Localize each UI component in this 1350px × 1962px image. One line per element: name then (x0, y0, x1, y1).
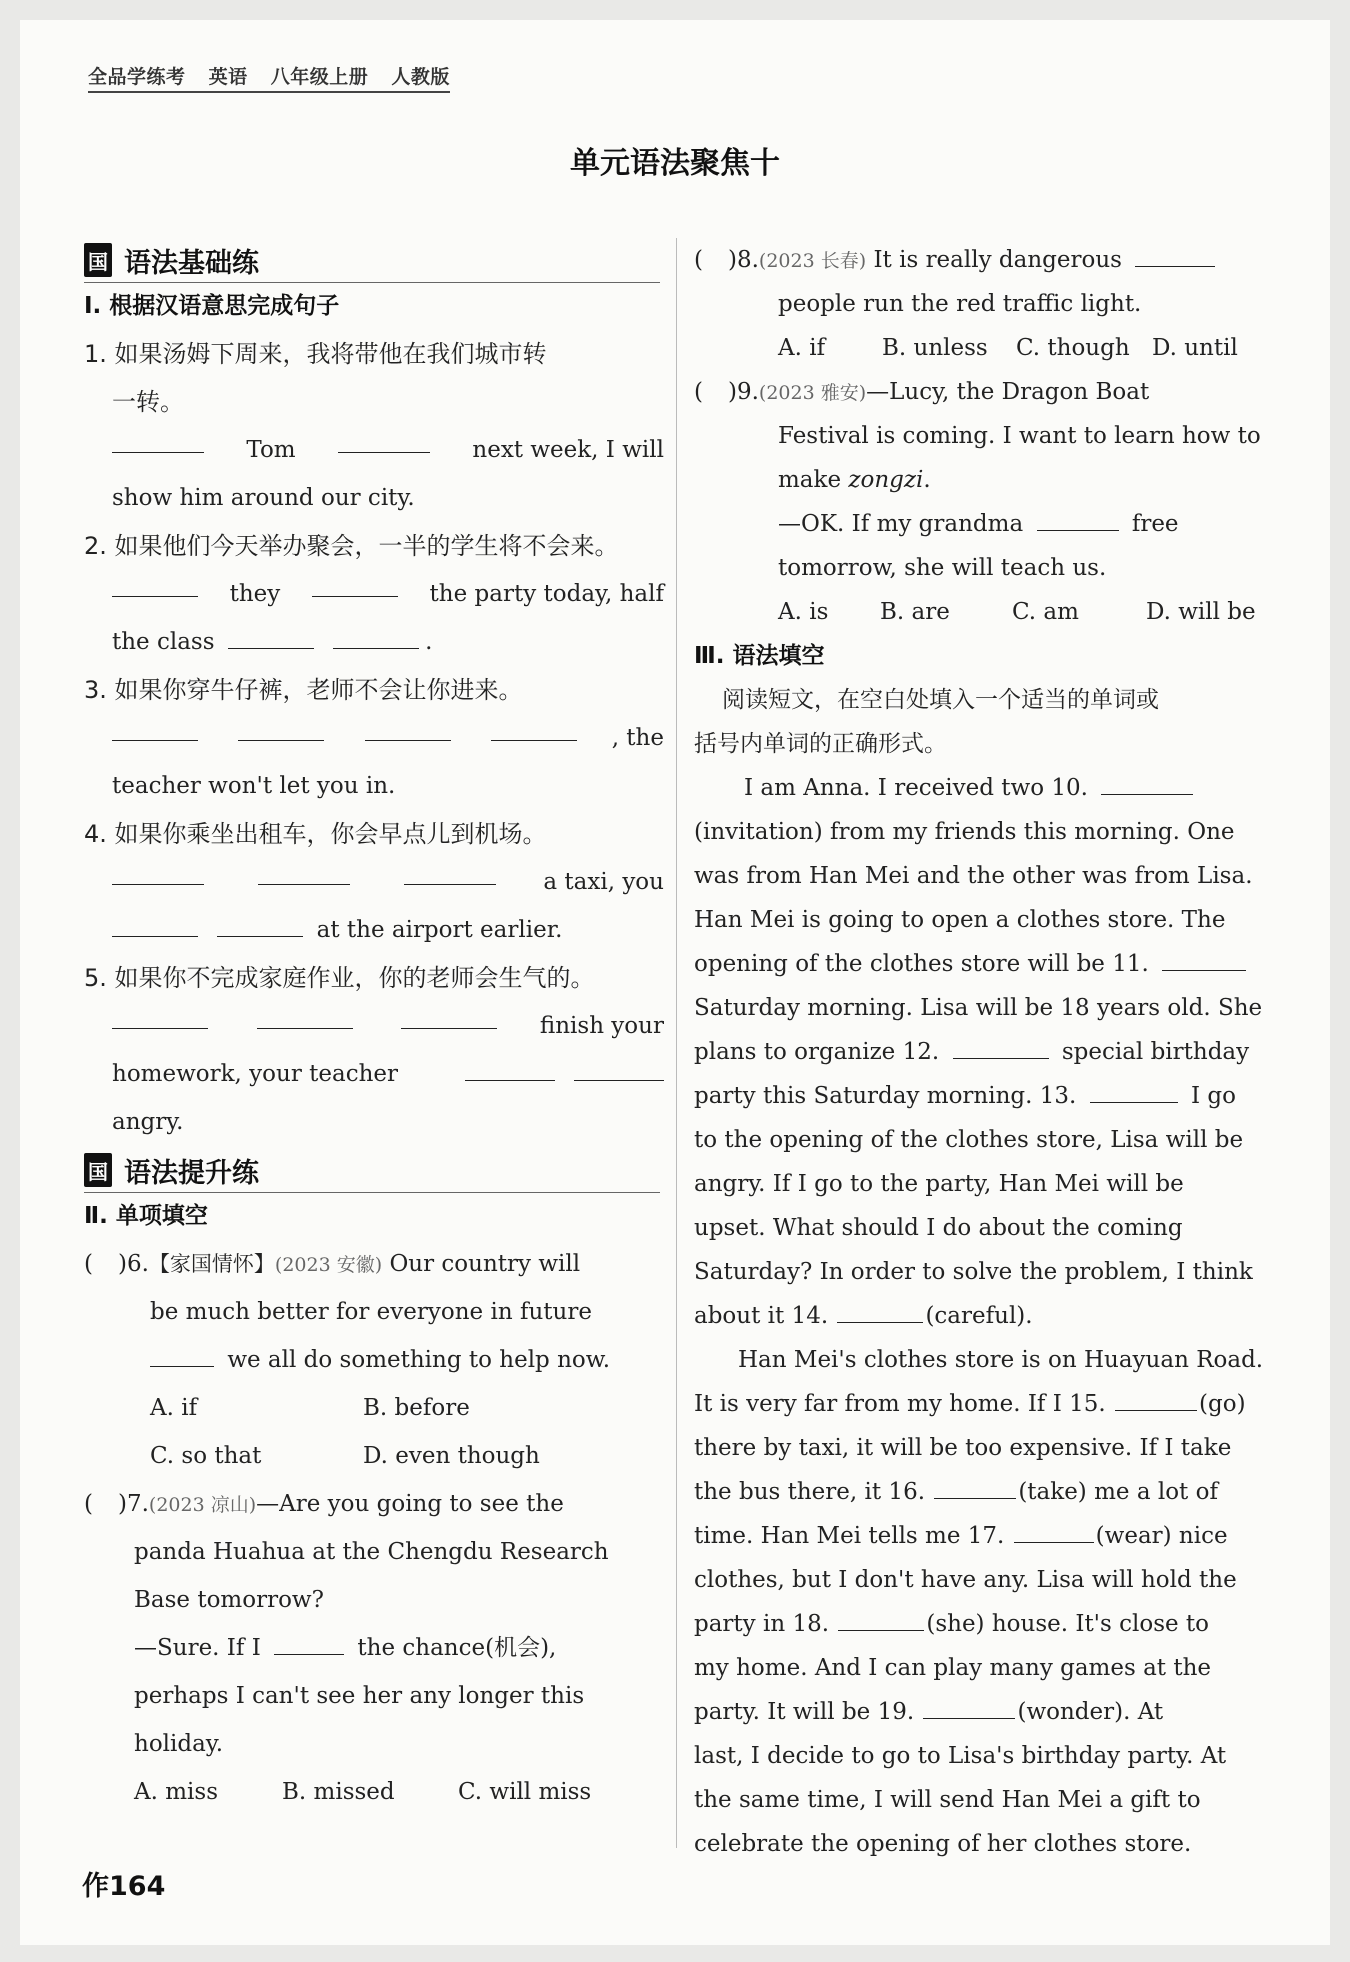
q5-text-b: homework, your teacher (112, 1061, 398, 1087)
q1-chinese-cont: 一转。 (112, 388, 184, 416)
q7-options (84, 1768, 664, 1816)
passage-text: special birthday (1061, 1039, 1250, 1065)
answer-blank[interactable] (112, 910, 198, 937)
q8-options (694, 326, 1274, 370)
left-column (84, 238, 664, 1816)
q8-source: (2023 长春) (758, 250, 867, 272)
answer-blank[interactable] (258, 858, 350, 885)
header-subject: 英语 (208, 66, 248, 88)
q8-option-a[interactable]: A. if (778, 335, 826, 361)
q6-source: (2023 安徽) (274, 1254, 383, 1276)
page-number: 作164 (82, 1871, 166, 1902)
answer-blank-10[interactable] (1101, 768, 1193, 795)
q6-options-2 (84, 1432, 664, 1480)
passage-text: party. It will be 19. (694, 1699, 915, 1725)
answer-blank[interactable] (333, 622, 419, 649)
q9-option-a[interactable]: A. is (778, 599, 829, 625)
q3-text-a: , the (611, 725, 664, 751)
answer-blank[interactable] (257, 1002, 353, 1029)
q5-text-a: finish your (539, 1013, 664, 1039)
answer-blank[interactable] (112, 426, 204, 453)
answer-blank[interactable] (150, 1340, 214, 1367)
answer-blank[interactable] (238, 714, 324, 741)
q9-line5: tomorrow, she will teach us. (778, 555, 1107, 581)
passage-text: party this Saturday morning. 13. (694, 1083, 1077, 1109)
column-divider (676, 238, 677, 1848)
answer-blank-12[interactable] (953, 1032, 1049, 1059)
answer-blank[interactable] (112, 858, 204, 885)
q8-option-c[interactable]: C. though (1016, 335, 1130, 361)
passage-line-5 (694, 942, 1274, 986)
passage-line-16: there by taxi, it will be too expensive. If I take (694, 1435, 1232, 1461)
q4-line2 (84, 906, 664, 954)
answer-blank-16[interactable] (934, 1472, 1016, 1499)
answer-blank[interactable] (365, 714, 451, 741)
answer-blank-11[interactable] (1162, 944, 1246, 971)
q7-line4 (84, 1624, 664, 1672)
q1-chinese: 1. 如果汤姆下周来，我将带他在我们城市转 (84, 340, 547, 368)
part1-title: Ⅰ. 根据汉语意思完成句子 (84, 293, 340, 319)
answer-blank-17[interactable] (1014, 1516, 1094, 1543)
passage-line-4: Han Mei is going to open a clothes store. The (694, 907, 1226, 933)
q6-options-1 (84, 1384, 664, 1432)
q9-line4 (694, 502, 1274, 546)
passage-line-9: to the opening of the clothes store, Lisa will be (694, 1127, 1244, 1153)
q5-line1 (84, 1002, 664, 1050)
passage-line-11: upset. What should I do about the coming (694, 1215, 1183, 1241)
answer-blank[interactable] (274, 1628, 344, 1655)
answer-blank[interactable] (112, 570, 198, 597)
q2-text-c: the class (112, 629, 215, 655)
passage-text: It is very far from my home. If I 15. (694, 1391, 1106, 1417)
q5-line3: angry. (112, 1109, 184, 1135)
q8-text-a: It is really dangerous (873, 247, 1122, 273)
q9-option-c[interactable]: C. am (1012, 599, 1079, 625)
q6-option-a[interactable]: A. if (150, 1395, 198, 1421)
q2-line2: the class . (84, 618, 664, 666)
answer-blank-14[interactable] (837, 1296, 923, 1323)
answer-blank[interactable] (465, 1054, 555, 1081)
passage-text: the bus there, it 16. (694, 1479, 926, 1505)
q6-line2: be much better for everyone in future (150, 1299, 592, 1325)
passage-line-18 (694, 1514, 1274, 1558)
answer-blank-15[interactable] (1115, 1384, 1197, 1411)
q9-text-c: make (778, 467, 842, 493)
q8-option-d[interactable]: D. until (1152, 335, 1238, 361)
passage-line-1 (694, 766, 1274, 810)
q6-tag: 【家国情怀】 (148, 1252, 275, 1276)
q3-chinese: 3. 如果你穿牛仔裤，老师不会让你进来。 (84, 676, 523, 704)
part3-title: Ⅲ. 语法填空 (694, 643, 825, 669)
q7-text-a: —Are you going to see the (256, 1491, 564, 1517)
q7-source: (2023 凉山) (148, 1494, 257, 1516)
section-advanced-title: 语法提升练 (124, 1157, 259, 1189)
passage-line-22 (694, 1690, 1274, 1734)
q4-text-b: at the airport earlier. (316, 917, 563, 943)
q7-line3: Base tomorrow? (134, 1587, 324, 1613)
q7-line5: perhaps I can't see her any longer this (134, 1683, 585, 1709)
q9-zongzi: zongzi (848, 467, 924, 493)
q9-line1: ( )9.(2023 雅安)—Lucy, the Dragon Boat (694, 379, 1150, 405)
answer-blank[interactable] (217, 910, 303, 937)
passage-text: (wear) nice (1095, 1523, 1228, 1549)
q9-source: (2023 雅安) (758, 382, 867, 404)
q6-option-c[interactable]: C. so that (150, 1443, 262, 1469)
q7-option-c[interactable]: C. will miss (458, 1779, 592, 1805)
q9-text-d: —OK. If my grandma (778, 511, 1024, 537)
part2-title: Ⅱ. 单项填空 (84, 1203, 208, 1229)
passage-line-23: last, I decide to go to Lisa's birthday party. At (694, 1743, 1227, 1769)
answer-blank[interactable] (338, 426, 430, 453)
passage-line-8 (694, 1074, 1274, 1118)
passage-text: plans to organize 12. (694, 1039, 940, 1065)
passage-text: time. Han Mei tells me 17. (694, 1523, 1005, 1549)
passage-line-14: Han Mei's clothes store is on Huayuan Road. (738, 1347, 1264, 1373)
passage-line-24: the same time, I will send Han Mei a gift to (694, 1787, 1201, 1813)
answer-blank[interactable] (112, 1002, 208, 1029)
right-column (694, 238, 1274, 1866)
passage-line-3: was from Han Mei and the other was from Lisa. (694, 863, 1253, 889)
passage-line-15 (694, 1382, 1274, 1426)
answer-blank[interactable] (574, 1054, 664, 1081)
part3-instruction: 阅读短文，在空白处填入一个适当的单词或 (722, 687, 1159, 713)
answer-blank-18[interactable] (838, 1604, 924, 1631)
q9-line3 (694, 458, 1274, 502)
section-badge-icon: 国 (84, 243, 112, 277)
q2-chinese: 2. 如果他们今天举办聚会，一半的学生将不会来。 (84, 532, 619, 560)
q9-options (694, 590, 1274, 634)
header-book: 全品学练考 (88, 66, 186, 88)
passage-text: about it 14. (694, 1303, 829, 1329)
q9-text-a: —Lucy, the Dragon Boat (866, 379, 1150, 405)
section-badge-icon: 国 (84, 1153, 112, 1187)
passage-line-13 (694, 1294, 1274, 1338)
passage-line-6: Saturday morning. Lisa will be 18 years old. She (694, 995, 1263, 1021)
passage-text: (wonder). At (1017, 1699, 1164, 1725)
q7-text-e: the chance(机会), (357, 1635, 557, 1661)
section-basic-heading (84, 238, 660, 283)
q6-option-b[interactable]: B. before (363, 1395, 470, 1421)
answer-blank[interactable] (312, 570, 398, 597)
q6-line1: ( )6.【家国情怀】(2023 安徽) Our country will (84, 1251, 581, 1277)
passage-line-20 (694, 1602, 1274, 1646)
q1-line2: show him around our city. (112, 485, 415, 511)
part3-instruction-cont: 括号内单词的正确形式。 (694, 731, 947, 757)
q4-line1 (84, 858, 664, 906)
q9-line2: Festival is coming. I want to learn how to (778, 423, 1261, 449)
passage-text: party in 18. (694, 1611, 830, 1637)
q2-text-b: the party today, half (429, 581, 664, 607)
passage-text: opening of the clothes store will be 11. (694, 951, 1149, 977)
section-advanced-heading (84, 1148, 660, 1193)
passage-line-12: Saturday? In order to solve the problem, I think (694, 1259, 1253, 1285)
q7-line6: holiday. (134, 1731, 224, 1757)
q7-option-b[interactable]: B. missed (282, 1779, 395, 1805)
q8-line1: ( )8.(2023 长春) It is really dangerous (694, 238, 1274, 282)
q1-text-a: Tom (246, 437, 296, 463)
answer-blank[interactable] (1135, 240, 1215, 267)
page-title: 单元语法聚焦十 (570, 146, 780, 181)
passage-text: (careful). (925, 1303, 1033, 1329)
passage-line-17 (694, 1470, 1274, 1514)
q3-line1 (84, 714, 664, 762)
passage-line-21: my home. And I can play many games at the (694, 1655, 1212, 1681)
q5-line2 (84, 1050, 664, 1098)
q6-line3 (84, 1336, 664, 1384)
q1-text-b: next week, I will (472, 437, 664, 463)
q7-line2: panda Huahua at the Chengdu Research (134, 1539, 609, 1565)
q6-option-d[interactable]: D. even though (363, 1443, 540, 1469)
answer-blank[interactable] (1037, 504, 1119, 531)
section-basic-title: 语法基础练 (124, 247, 259, 279)
q9-period: . (923, 467, 931, 493)
answer-blank[interactable] (228, 622, 314, 649)
passage-line-10: angry. If I go to the party, Han Mei will be (694, 1171, 1184, 1197)
q8-line2: people run the red traffic light. (778, 291, 1142, 317)
answer-blank[interactable] (401, 1002, 497, 1029)
q9-text-e: free (1131, 511, 1179, 537)
q2-text-a: they (229, 581, 281, 607)
passage-text: (go) (1199, 1391, 1246, 1417)
book-header (88, 62, 450, 93)
passage-text: I go (1190, 1083, 1236, 1109)
q7-option-a[interactable]: A. miss (134, 1779, 219, 1805)
q7-line1: ( )7.(2023 凉山)—Are you going to see the (84, 1491, 564, 1517)
q5-chinese: 5. 如果你不完成家庭作业，你的老师会生气的。 (84, 964, 595, 992)
answer-blank[interactable] (404, 858, 496, 885)
passage-line-19: clothes, but I don't have any. Lisa will hold the (694, 1567, 1237, 1593)
answer-blank-19[interactable] (923, 1692, 1015, 1719)
passage-line-2: (invitation) from my friends this morning. One (694, 819, 1235, 845)
q2-line1 (84, 570, 664, 618)
q8-option-b[interactable]: B. unless (882, 335, 988, 361)
q3-line2: teacher won't let you in. (112, 773, 396, 799)
header-grade: 八年级上册 (270, 66, 369, 88)
passage-line-7 (694, 1030, 1274, 1074)
passage-text: (take) me a lot of (1018, 1479, 1218, 1505)
passage-line-25: celebrate the opening of her clothes store. (694, 1831, 1192, 1857)
answer-blank[interactable] (491, 714, 577, 741)
q1-line1 (84, 426, 664, 474)
q9-option-b[interactable]: B. are (880, 599, 950, 625)
passage-text: (she) house. It's close to (926, 1611, 1210, 1637)
passage-text: I am Anna. I received two 10. (744, 775, 1088, 801)
answer-blank[interactable] (112, 714, 198, 741)
q4-text-a: a taxi, you (543, 869, 664, 895)
q4-chinese: 4. 如果你乘坐出租车，你会早点儿到机场。 (84, 820, 547, 848)
q6-text-c: we all do something to help now. (227, 1347, 611, 1373)
q6-text-a: Our country will (389, 1251, 581, 1277)
q7-text-d: —Sure. If I (134, 1635, 261, 1661)
q9-option-d[interactable]: D. will be (1146, 599, 1256, 625)
answer-blank-13[interactable] (1090, 1076, 1178, 1103)
header-edition: 人教版 (391, 66, 450, 88)
